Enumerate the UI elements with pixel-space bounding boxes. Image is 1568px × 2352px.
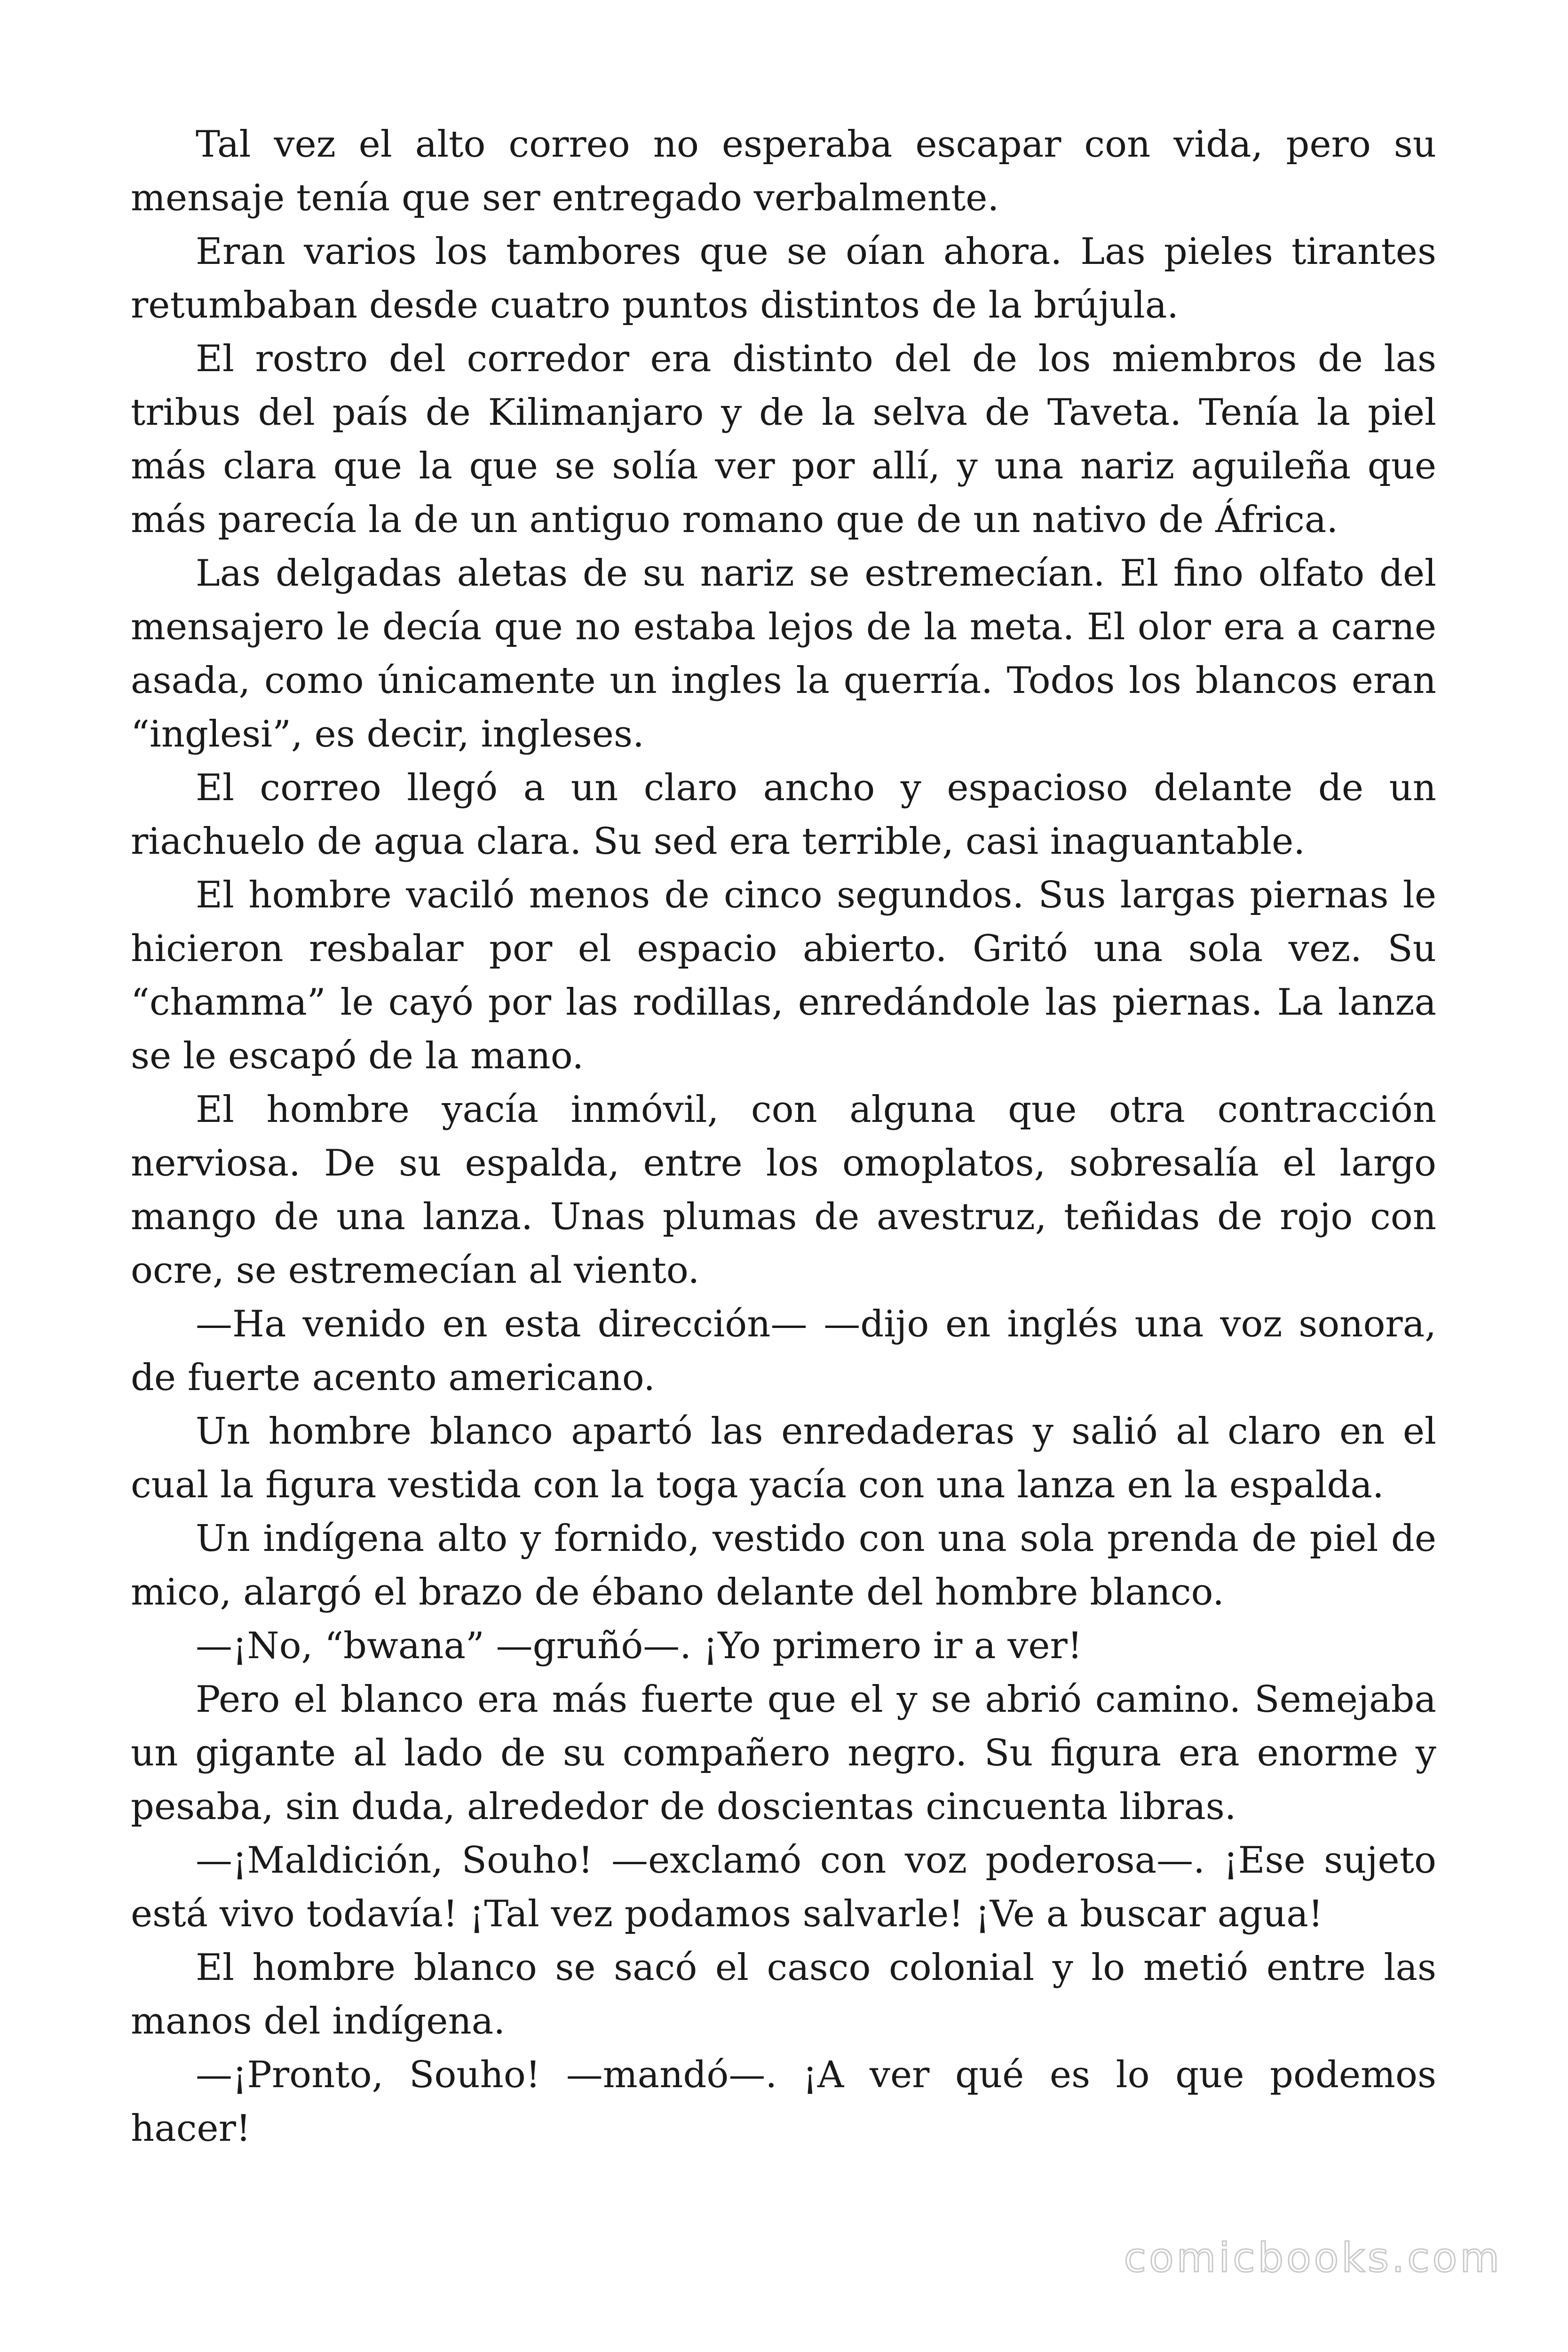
paragraph: Tal vez el alto correo no esperaba escapar con vida, pero su mensaje tenía que ser entregado verbalmente. bbox=[131, 123, 1436, 219]
paragraph: —¡No, “bwana” —gruñó—. ¡Yo primero ir a ver! bbox=[196, 1625, 1083, 1667]
paragraph: Pero el blanco era más fuerte que el y se abrió camino. Semejaba un gigante al lado de su compañero negro. Su figura era enorme y pesaba, sin duda, alrededor de doscientas cincuenta libras. bbox=[131, 1678, 1436, 1828]
paragraph: —¡Maldición, Souho! —exclamó con voz poderosa—. ¡Ese sujeto está vivo todavía! ¡Tal vez podamos salvarle! ¡Ve a buscar agua! bbox=[131, 1839, 1436, 1935]
page-body bbox=[131, 118, 1436, 2155]
paragraph: Un hombre blanco apartó las enredaderas y salió al claro en el cual la figura vestida con la toga yacía con una lanza en la espalda. bbox=[131, 1410, 1436, 1506]
paragraph: El correo llegó a un claro ancho y espacioso delante de un riachuelo de agua clara. Su sed era terrible, casi inaguantable. bbox=[131, 767, 1436, 863]
paragraph: El hombre blanco se sacó el casco colonial y lo metió entre las manos del indígena. bbox=[131, 1947, 1436, 2042]
paragraph: Eran varios los tambores que se oían ahora. Las pieles tirantes retumbaban desde cuatro puntos distintos de la brújula. bbox=[131, 230, 1436, 326]
paragraph: El hombre yacía inmóvil, con alguna que otra contracción nerviosa. De su espalda, entre los omoplatos, sobresalía el largo mango de una lanza. Unas plumas de avestruz, teñidas de rojo con ocre, se estremecían al viento. bbox=[131, 1089, 1436, 1292]
paragraph: El hombre vaciló menos de cinco segundos. Sus largas piernas le hicieron resbalar por el espacio abierto. Gritó una sola vez. Su “chamma” le cayó por las rodillas, enredándole las piernas. La lanza se le escapó de la mano. bbox=[131, 874, 1436, 1077]
paragraph: El rostro del corredor era distinto del de los miembros de las tribus del país de Kilimanjaro y de la selva de Taveta. Tenía la piel más clara que la que se solía ver por allí, y una nariz aguileña que más parecía la de un antiguo romano que de un nativo de África. bbox=[131, 338, 1436, 541]
paragraph: Las delgadas aletas de su nariz se estremecían. El fino olfato del mensajero le decía que no estaba lejos de la meta. El olor era a carne asada, como únicamente un ingles la querría. Todos los blancos eran “inglesi”, es decir, ingleses. bbox=[131, 552, 1436, 755]
watermark: comicbooks.com bbox=[1124, 2234, 1502, 2281]
paragraph: Un indígena alto y fornido, vestido con una sola prenda de piel de mico, alargó el brazo de ébano delante del hombre blanco. bbox=[131, 1518, 1436, 1613]
paragraph: —Ha venido en esta dirección— —dijo en inglés una voz sonora, de fuerte acento americano. bbox=[131, 1303, 1436, 1399]
paragraph: —¡Pronto, Souho! —mandó—. ¡A ver qué es lo que podemos hacer! bbox=[131, 2054, 1436, 2150]
